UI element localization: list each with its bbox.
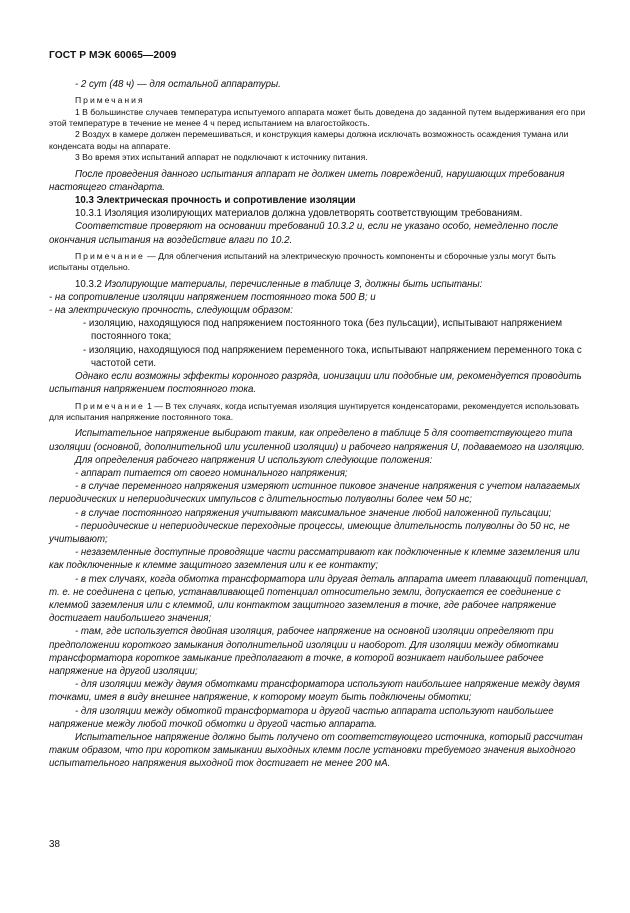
list-item: - в тех случаях, когда обмотка трансформатора или другая деталь аппарата имеет плавающий потенциал, т. е. не соединена с цепью, устанавливающей потенциал относительно земли, допускается ее соединение с клеммой заземления или с клеммой, или контактом защитного заземления в точке, где рабочее напряжение достигает наибольшего значения;	[49, 573, 589, 625]
list-item: - аппарат питается от своего номинального напряжения;	[75, 467, 348, 479]
list-item: - периодические и непериодические переходные процессы, имеющие длительность полуволны до 50 нс, не учитывают;	[49, 520, 570, 545]
page-body	[49, 78, 589, 771]
list-item: - на сопротивление изоляции напряжением постоянного тока 500 В; и	[49, 291, 376, 303]
note-text: 1 — В тех случаях, когда испытуемая изоляция шунтируется конденсаторами, рекомендуется использовать для испытания напряжение постоянного тока.	[49, 400, 580, 422]
note-label: Примечание	[75, 250, 145, 261]
standard-header: ГОСТ Р МЭК 60065—2009	[49, 50, 177, 61]
paragraph: Испытательное напряжение должно быть получено от соответствующего источника, который рассчитан таким образом, что при коротком замыкании выходных клемм после установки требуемого значения выходного испытательного напряжения выходной ток достигает не менее 200 мА.	[49, 731, 583, 770]
paragraph: После проведения данного испытания аппарат не должен иметь повреждений, нарушающих требования настоящего стандарта.	[49, 168, 565, 193]
paragraph	[49, 278, 589, 291]
list-subitem: - изоляцию, находящуюся под напряжением постоянного тока (без пульсации), испытывают напряжением постоянного тока;	[83, 318, 563, 343]
notes-heading: Примечания	[75, 95, 145, 106]
list-item: - в случае переменного напряжения измеряют истинное пиковое значение напряжения с учетом налагаемых периодических и непериодических импульсов с длительностью полуволны более чем 50 нс;	[49, 481, 581, 506]
note	[49, 401, 589, 424]
list-item: - в случае постоянного напряжения учитывают максимальное значение любой наложенной пульсации;	[75, 507, 552, 519]
paragraph: - 2 сут (48 ч) — для остальной аппаратуры.	[75, 79, 281, 90]
paragraph: Для определения рабочего напряжения U используют следующие положения:	[75, 454, 433, 466]
note-item: 3 Во время этих испытаний аппарат не подключают к источнику питания.	[75, 152, 368, 163]
paragraph: 10.3.1 Изоляция изолирующих материалов должна удовлетворять соответствующим требованиям.	[75, 208, 523, 220]
note-label: Примечание	[75, 400, 145, 411]
list-subitem: - изоляцию, находящуюся под напряжением переменного тока, испытывают напряжением переменного тока с частотой сети.	[83, 344, 582, 369]
note	[49, 251, 589, 274]
clause-text: Изолирующие материалы, перечисленные в таблице 3, должны быть испытаны:	[104, 278, 483, 290]
paragraph: Испытательное напряжение выбирают таким, как определено в таблице 5 для соответствующего типа изоляции (основной, дополнительной или усиленной изоляции) и рабочего напряжения U, подаваемого на изоляцию.	[49, 428, 585, 453]
section-heading: 10.3 Электрическая прочность и сопротивление изоляции	[75, 195, 356, 207]
note-text: — Для облегчения испытаний на электрическую прочность компоненты и сборочные узлы могут быть испытаны отдельно.	[49, 250, 556, 273]
list-item: - для изоляции между двумя обмотками трансформатора используют наибольшее напряжение между двумя точками, имея в виду внешнее напряжение, к которому могут быть подключены обмотки;	[49, 679, 580, 704]
page-number: 38	[49, 839, 60, 850]
list-item: - незаземленные доступные проводящие части рассматривают как подключенные к клемме заземления или как подключенные к клемме защитного заземления или к ее контакту;	[49, 547, 580, 572]
paragraph: Однако если возможны эффекты коронного разряда, ионизации или подобные им, рекомендуется проводить испытания напряжением постоянного тока.	[49, 371, 582, 396]
paragraph: Соответствие проверяют на основании требований 10.3.2 и, если не указано особо, немедленно после окончания испытания на воздействие влаги по 10.2.	[49, 221, 559, 246]
note-item: 2 Воздух в камере должен перемешиваться, и конструкция камеры должна исключать возможность осаждения тумана или конденсата воды на аппарате.	[49, 129, 569, 151]
list-item: - для изоляции между обмоткой трансформатора и другой частью аппарата используют наибольшее напряжение между любой точкой обмотки и другой частью аппарата.	[49, 705, 554, 730]
list-item: - на электрическую прочность, следующим образом:	[49, 305, 293, 317]
clause-number: 10.3.2	[75, 278, 102, 290]
note-item: 1 В большинстве случаев температура испытуемого аппарата может быть доведена до заданной путем выдерживания его при этой температуре в течение не менее 4 ч перед испытанием на влагостойкость.	[49, 106, 586, 129]
list-item: - там, где используется двойная изоляция, рабочее напряжение на основной изоляции определяют при предположении короткого замыкания дополнительной изоляции и наоборот. Для изоляции между обмотками трансформатора короткое замыкание предполагают в точке, в которой возникает наибольшее рабочее напряжение на другой изоляции;	[49, 626, 559, 677]
